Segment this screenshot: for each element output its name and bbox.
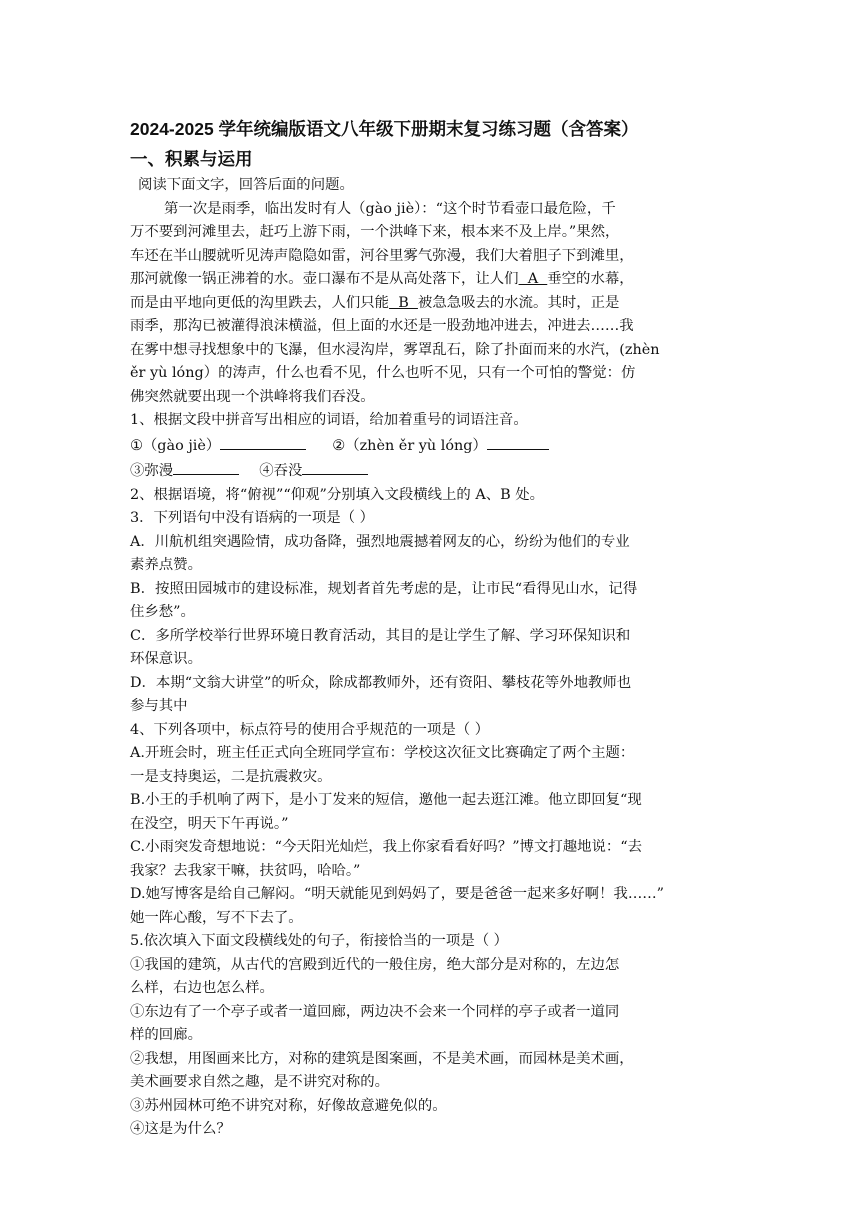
- answer-blank[interactable]: [173, 458, 239, 475]
- document-page: [130, 114, 750, 1142]
- sentence-item: ②我想，用图画来比方，对称的建筑是图案画，不是美术画，而园林是美术画，: [130, 1050, 634, 1067]
- passage-line: [130, 268, 750, 292]
- sentence-item: ④这是为什么？: [130, 1121, 231, 1137]
- question-5: [130, 930, 750, 1142]
- reading-instruction: 阅读下面文字，回答后面的问题。: [138, 177, 354, 193]
- answer-label: ③弥漫: [130, 463, 174, 479]
- question-stem: 5.依次填入下面文段横线处的句子，衔接恰当的一项是（ ）: [130, 933, 509, 949]
- option-c: C．多所学校举行世界环境日教育活动，其目的是让学生了解、学习环保知识和: [130, 627, 631, 644]
- section-heading: 一、积累与运用: [130, 149, 253, 169]
- sentence-item-cont: 美术画要求自然之趣，是不讲究对称的。: [130, 1074, 390, 1090]
- option-a: A．川航机组突遇险情，成功备降，强烈地震撼着网友的心，纷纷为他们的专业: [130, 533, 630, 550]
- answer-blank[interactable]: [487, 433, 549, 450]
- passage-text: 被急急吸去的水流。其时，正是: [417, 294, 620, 311]
- option-a-cont: 一是支持奥运，二是抗震救灾。: [130, 768, 332, 785]
- option-b: B．按照田园城市的建设标准，规划者首先考虑的是，让市民“看得见山水，记得: [130, 580, 638, 597]
- passage-text: 垂空的水幕，: [547, 271, 634, 287]
- passage-line: 第一次是雨季，临出发时有人（gào jiè）：“这个时节看壶口最危险，千: [164, 200, 616, 217]
- blank-a: A: [518, 271, 548, 287]
- passage-line: 佛突然就要出现一个洪峰将我们吞没。: [130, 388, 375, 405]
- reading-passage: [130, 198, 750, 410]
- answer-row: [130, 458, 750, 484]
- option-d: D.她写博客是给自己解闷。“明天就能见到妈妈了，要是爸爸一起来多好啊！我……”: [130, 886, 664, 902]
- question-3: [130, 507, 750, 719]
- answer-row: [130, 433, 750, 459]
- question-stem: 3．下列语句中没有语病的一项是（ ）: [130, 510, 374, 526]
- answer-blank[interactable]: [220, 433, 306, 450]
- sentence-item-cont: 么样，右边也怎么样。: [130, 980, 274, 996]
- option-d: D．本期“文翁大讲堂”的听众，除成都教师外，还有资阳、攀枝花等外地教师也: [130, 674, 632, 691]
- passage-line: [130, 292, 750, 316]
- passage-line: 在雾中想寻找想象中的飞瀑，但水浸沟岸，雾罩乱石，除了扑面而来的水汽，(zhèn: [130, 341, 660, 358]
- passage-line: 车还在半山腰就听见涛声隐隐如雷，河谷里雾气弥漫，我们大着胆子下到滩里，: [130, 247, 634, 264]
- question-stem: 4、下列各项中，标点符号的使用合乎规范的一项是（ ）: [130, 721, 490, 738]
- sentence-item: ③苏州园林可绝不讲究对称，好像故意避免似的。: [130, 1097, 447, 1114]
- passage-text: 而是由平地向更低的沟里跌去，人们只能: [130, 294, 390, 311]
- question-1: [130, 409, 750, 484]
- question-4: [130, 719, 750, 931]
- option-b-cont: 在没空，明天下午再说。”: [130, 815, 289, 832]
- sentence-item-cont: 样的回廊。: [130, 1027, 202, 1043]
- option-d-cont: 她一阵心酸，写不下去了。: [130, 909, 303, 926]
- option-b: B.小王的手机响了两下，是小丁发来的短信，邀他一起去逛江滩。他立即回复“现: [130, 792, 642, 808]
- option-b-cont: 住乡愁”。: [130, 604, 195, 620]
- answer-label: ②（zhèn ěr yù lóng）: [332, 437, 487, 454]
- passage-line: ěr yù lóng）的涛声，什么也看不见，什么也听不见，只有一个可怕的警觉：仿: [130, 365, 636, 381]
- option-c-cont: 环保意识。: [130, 651, 202, 667]
- question-2: 2、根据语境，将“俯视”“仰观”分别填入文段横线上的 A、B 处。: [130, 486, 545, 503]
- blank-b: B: [389, 294, 418, 311]
- sentence-item: ①东边有了一个亭子或者一道回廊，两边决不会来一个同样的亭子或者一道同: [130, 1003, 620, 1020]
- answer-label: ④吞没: [259, 463, 303, 479]
- sentence-item: ①我国的建筑，从古代的宫殿到近代的一般住房，绝大部分是对称的，左边怎: [130, 956, 620, 973]
- passage-line: 雨季，那沟已被灌得浪沫横溢，但上面的水还是一股劲地冲进去，冲进去……我: [130, 318, 634, 334]
- option-c-cont: 我家？去我家干嘛，扶贫吗，哈哈。”: [130, 862, 361, 879]
- answer-blank[interactable]: [302, 458, 368, 475]
- option-c: C.小雨突发奇想地说：“今天阳光灿烂，我上你家看看好吗？”博文打趣地说：“去: [130, 839, 643, 855]
- passage-line: 万不要到河滩里去，赶巧上游下雨，一个洪峰下来，根本来不及上岸。”果然，: [130, 224, 620, 240]
- option-d-cont: 参与其中: [130, 698, 188, 714]
- answer-label: ①（gào jiè）: [130, 437, 221, 454]
- document-title: 2024-2025 学年统编版语文八年级下册期末复习练习题（含答案）: [130, 119, 639, 139]
- option-a-cont: 素养点赞。: [130, 557, 202, 573]
- question-stem: 1、根据文段中拼音写出相应的词语，给加着重号的词语注音。: [130, 412, 528, 428]
- option-a: A.开班会时，班主任正式向全班同学宣布：学校这次征文比赛确定了两个主题：: [130, 745, 635, 761]
- passage-text: 那河就像一锅正沸着的水。壶口瀑布不是从高处落下，让人们: [130, 271, 519, 287]
